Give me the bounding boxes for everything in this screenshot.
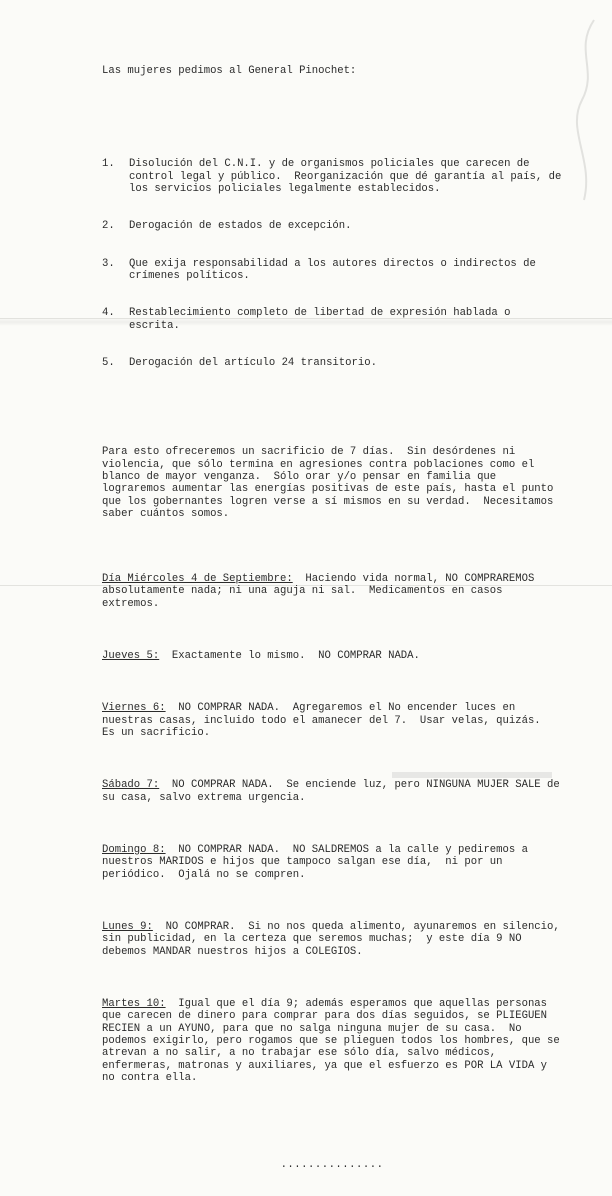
demand-number: 5. xyxy=(102,356,115,369)
day-paragraph xyxy=(102,702,562,739)
closing-dots: ............... xyxy=(280,1158,384,1171)
document-body xyxy=(102,40,568,1196)
day-text: NO COMPRAR NADA. NO SALDREMOS a la calle y pediremos a nuestros MARIDOS e hijos que tampoco salgan ese día, ni por un periódico. Ojalá no se compren. xyxy=(102,843,535,881)
day-heading: Martes 10: xyxy=(102,997,166,1010)
day-text: NO COMPRAR NADA. Agregaremos el No encender luces en nuestras casas, incluido todo el amanecer del 7. Usar velas, quizás. Es un sacrificio. xyxy=(102,702,554,739)
day-heading: Día Miércoles 4 de Septiembre: xyxy=(102,572,293,585)
demand-item xyxy=(102,220,562,232)
demand-number: 1. xyxy=(102,158,115,171)
demand-item xyxy=(102,357,562,369)
day-paragraph xyxy=(102,997,567,1085)
day-text: Igual que el día 9; además esperamos que aquellas personas que carecen de dinero para comprar para dos días seguidos, se PLIEGUEN RECIEN a un AYUNO, para que no salga ninguna mujer de su casa. No podemos exigirlo, pero rogamos que se plieguen todos los hombres, que se atrevan a no salir, a no trabajar ese sólo día, salvo médicos, enfermeras, matronas y auxiliares, ya que el esfuerzo es POR LA VIDA y no contra ella. xyxy=(102,997,567,1085)
day-text: Exactamente lo mismo. NO COMPRAR NADA. xyxy=(159,649,420,662)
demand-number: 3. xyxy=(102,257,115,270)
demand-number: 2. xyxy=(102,220,115,233)
day-text: Haciendo vida normal, NO COMPRAREMOS absolutamente nada; ni una aguja ni sal. Medicamentos en casos extremos. xyxy=(102,572,541,610)
day-heading: Lunes 9: xyxy=(102,920,153,933)
day-paragraph xyxy=(102,920,567,958)
day-paragraph xyxy=(102,844,562,881)
day-heading: Viernes 6: xyxy=(102,702,166,715)
demands-list xyxy=(102,133,568,394)
sacrifice-paragraph: Para esto ofreceremos un sacrificio de 7 días. Sin desórdenes ni violencia, que sólo termina en agresiones contra poblaciones como el blanco de mayor venganza. Sólo orar y/o pensar en familia que lograremos aumentar las energías positivas de este país, hasta el punto que los gobernantes logren verse a sí mismos en su verdad. Necesitamos saber cuántos somos. xyxy=(102,446,560,521)
day-heading: Domingo 8: xyxy=(102,843,166,856)
demand-item xyxy=(102,258,562,283)
demand-item xyxy=(102,158,568,196)
intro-line: Las mujeres pedimos al General Pinochet: xyxy=(102,64,357,77)
day-text: NO COMPRAR NADA. Se enciende luz, pero NINGUNA MUJER SALE de su casa, salvo extrema urgencia. xyxy=(102,779,567,804)
day-paragraph xyxy=(102,650,562,662)
demand-item xyxy=(102,307,562,332)
demand-text: Que exija responsabilidad a los autores directos o indirectos de crímenes políticos. xyxy=(129,257,543,282)
day-heading: Sábado 7: xyxy=(102,779,160,792)
demand-text: Restablecimiento completo de libertad de expresión hablada o escrita. xyxy=(129,307,517,332)
day-text: NO COMPRAR. Si no nos queda alimento, ayunaremos en silencio, sin publicidad, en la certeza que seremos muchas; y este día 9 NO debemos MANDAR nuestros hijos a COLEGIOS. xyxy=(102,920,567,958)
demand-text: Derogación del artículo 24 transitorio. xyxy=(129,356,377,369)
demand-text: Derogación de estados de excepción. xyxy=(129,220,352,233)
bleed-through-mark xyxy=(392,768,552,782)
day-paragraph xyxy=(102,573,562,610)
demand-text: Disolución del C.N.I. y de organismos policiales que carecen de control legal y público. Reorganización que dé garantía al país, de los servicios policiales legalmente establecidos. xyxy=(129,158,568,196)
day-heading: Jueves 5: xyxy=(102,649,160,662)
bleed-through-mark xyxy=(564,10,604,210)
demand-number: 4. xyxy=(102,307,115,320)
